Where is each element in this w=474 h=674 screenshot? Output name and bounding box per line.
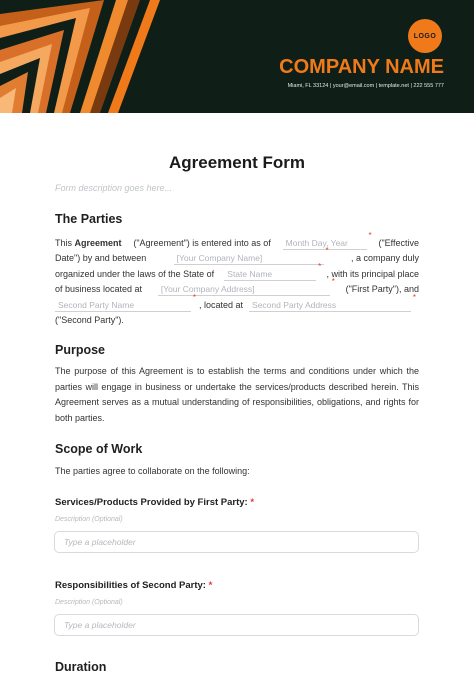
text: ("Effective (378, 238, 419, 248)
parties-line-3 (55, 262, 419, 282)
form-description[interactable]: Form description goes here... (55, 183, 173, 193)
parties-line-1 (55, 231, 419, 251)
required-mark: * (192, 293, 196, 302)
scope-heading: Scope of Work (55, 442, 143, 456)
company-name-field[interactable]: [Your Company Name] * (174, 252, 324, 265)
required-mark: * (325, 246, 329, 255)
purpose-heading: Purpose (55, 343, 106, 357)
text: , with its principal place (326, 269, 419, 279)
services-description: Description (Optional) (55, 516, 123, 523)
effective-date-field[interactable]: Month Day, Year * (283, 237, 367, 250)
text: , a company duly (350, 253, 419, 263)
text: ("Agreement") is entered into as of (133, 238, 271, 248)
services-input[interactable]: Type a placeholder (54, 531, 419, 553)
text: organized under the laws of the State of (55, 269, 215, 279)
services-label: Services/Products Provided by First Party: * (55, 497, 255, 508)
logo: LOGO (408, 19, 442, 53)
text: of business located at (55, 284, 143, 294)
second-party-address-field[interactable]: Second Party Address * (249, 299, 411, 312)
responsibilities-description: Description (Optional) (55, 599, 123, 606)
scope-intro: The parties agree to collaborate on the following: (55, 466, 250, 476)
company-name: COMPANY NAME (279, 56, 444, 78)
responsibilities-input[interactable]: Type a placeholder (54, 614, 419, 636)
agreement-bold: Agreement (74, 238, 122, 248)
form-title: Agreement Form (168, 153, 306, 172)
header-banner (0, 0, 474, 113)
required-mark: * (368, 231, 372, 240)
parties-line-6: ("Second Party"). (55, 315, 124, 325)
parties-line-2 (55, 246, 419, 266)
purpose-text: The purpose of this Agreement is to establish the terms and conditions under which the parties will engage in business or undertake the services/products described herein. This Agreement serves as a mutual understanding of responsibilities, obligations, and rights for both parties. (55, 366, 419, 423)
company-address-field[interactable]: [Your Company Address] * (158, 283, 330, 296)
text: , located at (199, 300, 244, 310)
required-mark: * (331, 277, 335, 286)
required-mark: * (318, 262, 322, 271)
contact-info: Miami, FL 33124 | your@email.com | template.net | 222 555 777 (287, 83, 444, 89)
text: This (55, 238, 73, 248)
second-party-name-field[interactable]: Second Party Name * (55, 299, 191, 312)
state-name-field[interactable]: State Name * (224, 268, 316, 281)
geometric-decoration (0, 0, 160, 113)
duration-heading: Duration (55, 660, 107, 674)
parties-line-5 (55, 293, 419, 313)
text: Date") by and between (55, 253, 147, 263)
text: ("First Party"), and (345, 284, 419, 294)
responsibilities-label: Responsibilities of Second Party: * (55, 580, 213, 591)
required-mark: * (412, 293, 417, 302)
parties-line-4 (55, 277, 419, 297)
parties-heading: The Parties (55, 212, 123, 226)
